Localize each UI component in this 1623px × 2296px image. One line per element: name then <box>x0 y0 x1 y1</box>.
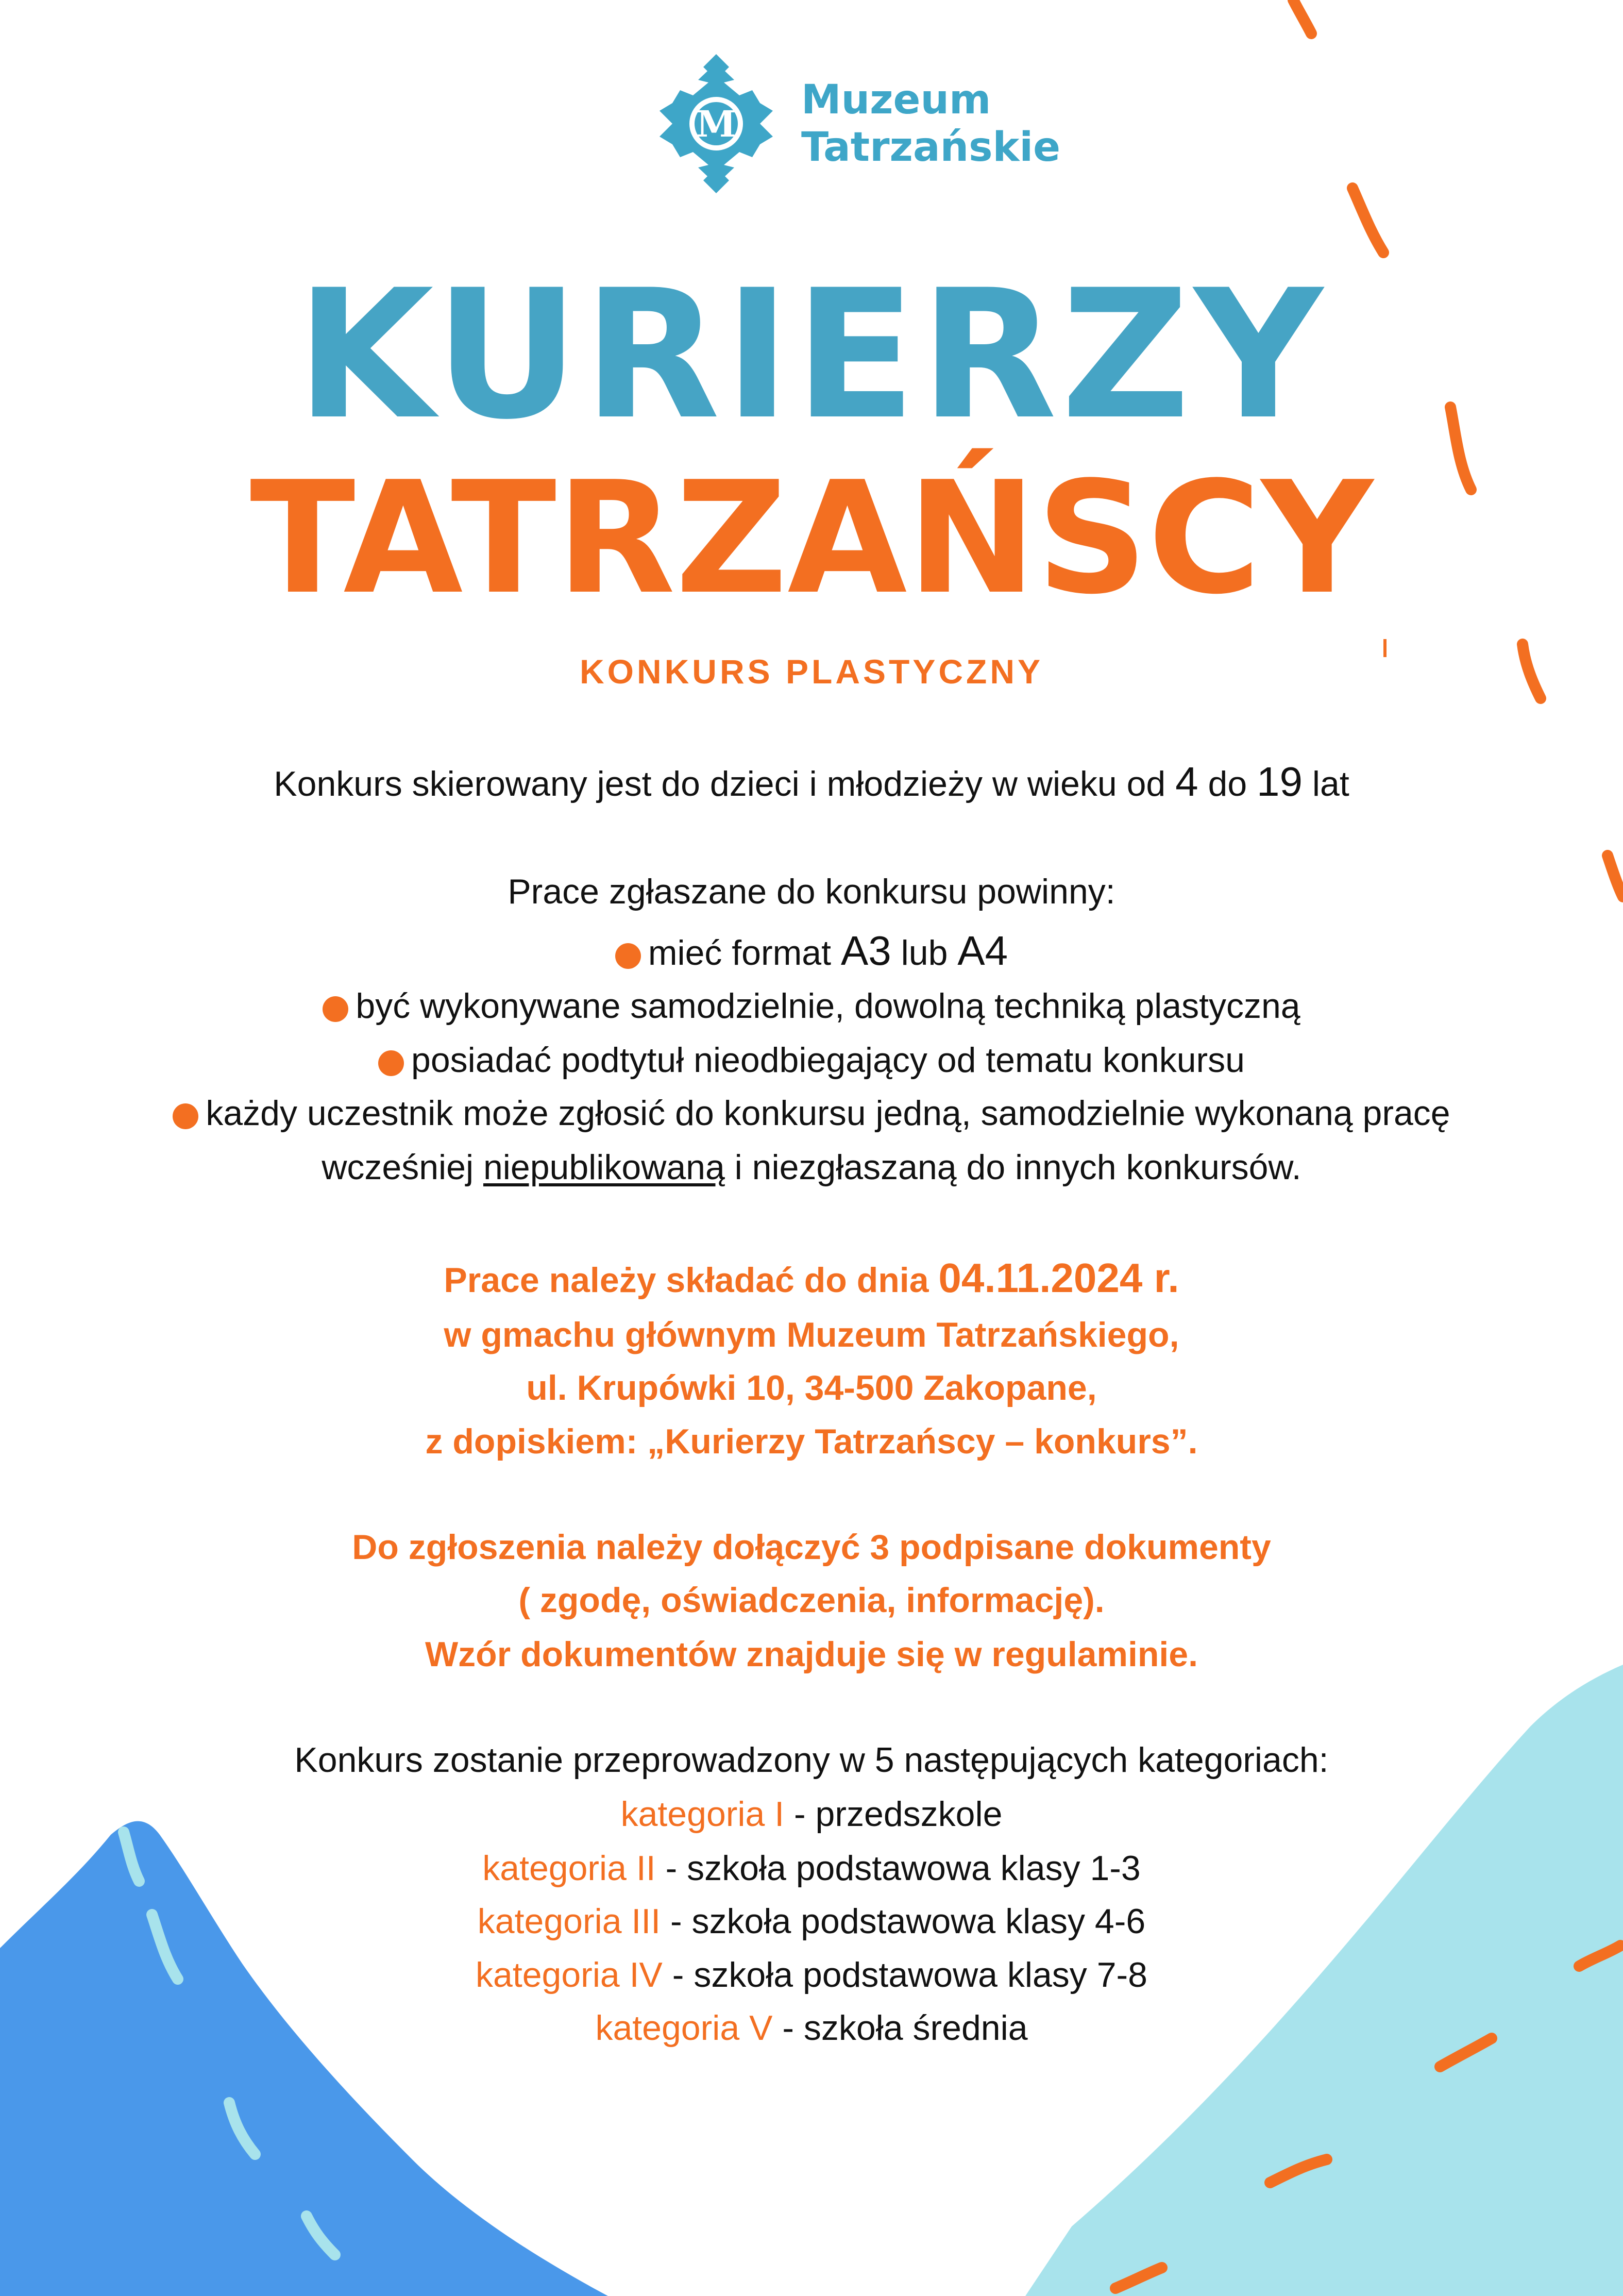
category-item: kategoria IV - szkoła podstawowa klasy 7-8 <box>476 1955 1147 1995</box>
museum-emblem-icon <box>657 54 775 193</box>
deadline-line3: ul. Krupówki 10, 34-500 Zakopane, <box>526 1368 1097 1407</box>
requirement-item-2: być wykonywane samodzielnie, dowolną techniką plastyczną <box>0 983 1623 1029</box>
logo-text-line2: Tatrzańskie <box>801 124 1061 171</box>
museum-logo[interactable] <box>657 54 1060 193</box>
category-label: kategoria II <box>482 1849 656 1888</box>
underlined-word: niepublikowaną <box>483 1148 725 1187</box>
category-label: kategoria I <box>620 1795 785 1834</box>
subtitle: KONKURS PLASTYCZNY <box>579 652 1044 691</box>
documents-line2: ( zgodę, oświadczenia, informację). <box>518 1581 1105 1620</box>
requirement-item-3: posiadać podtytuł nieodbiegający od tematu konkursu <box>0 1037 1623 1083</box>
bullet-icon <box>173 1103 198 1129</box>
svg-text:M: M <box>696 103 736 145</box>
intro-line <box>0 759 1623 807</box>
categories-heading: Konkurs zostanie przeprowadzony w 5 następujących kategoriach: <box>294 1740 1329 1780</box>
requirement-item-1: mieć format A3 lub A4 <box>0 928 1623 976</box>
category-item: kategoria III - szkoła podstawowa klasy 4-6 <box>477 1902 1146 1941</box>
category-label: kategoria V <box>595 2008 773 2048</box>
deadline-line4: z dopiskiem: „Kurierzy Tatrzańscy – konkurs”. <box>425 1422 1198 1461</box>
main-title-line1: KURIERZY <box>296 252 1327 459</box>
category-item: kategoria V - szkoła średnia <box>595 2008 1028 2048</box>
bullet-icon <box>323 996 348 1022</box>
bullet-icon <box>378 1050 404 1076</box>
main-title-line2: TATRZAŃSCY <box>249 448 1374 628</box>
bullet-icon <box>615 943 641 969</box>
deadline-line2: w gmachu głównym Muzeum Tatrzańskiego, <box>444 1315 1179 1354</box>
logo-text-line1: Muzeum <box>801 77 991 123</box>
age-to: 19 <box>1257 759 1303 805</box>
category-item: kategoria I - przedszkole <box>620 1795 1003 1834</box>
category-label: kategoria III <box>477 1902 661 1941</box>
intro-pre: Konkurs skierowany jest do dzieci i młodzieży w wieku od <box>274 764 1176 803</box>
blue-mountain <box>0 1821 608 2296</box>
deadline-date: 04.11.2024 r. <box>938 1255 1179 1301</box>
category-item: kategoria II - szkoła podstawowa klasy 1-3 <box>482 1849 1141 1888</box>
intro-mid: do <box>1198 764 1257 803</box>
requirements-heading: Prace zgłaszane do konkursu powinny: <box>508 872 1115 911</box>
category-label: kategoria IV <box>476 1955 663 1995</box>
intro-post: lat <box>1303 764 1349 803</box>
format-a4: A4 <box>957 928 1008 974</box>
age-from: 4 <box>1175 759 1198 805</box>
documents-line3: Wzór dokumentów znajduje się w regulaminie. <box>425 1635 1198 1674</box>
documents-line1: Do zgłoszenia należy dołączyć 3 podpisane dokumenty <box>352 1528 1271 1567</box>
requirement-item-4-cont: wcześniej niepublikowaną i niezgłaszaną do innych konkursów. <box>322 1148 1301 1187</box>
requirement-item-4: każdy uczestnik może zgłosić do konkursu jedną, samodzielnie wykonaną pracę <box>0 1090 1623 1136</box>
deadline-line1: Prace należy składać do dnia 04.11.2024 r. <box>444 1255 1179 1301</box>
format-a3: A3 <box>840 928 891 974</box>
